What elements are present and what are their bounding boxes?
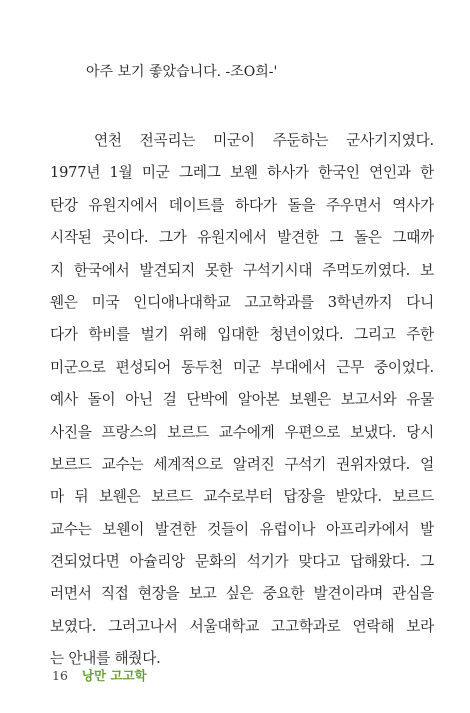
paragraph-line: 사진을 프랑스의 보르드 교수에게 우편으로 보냈다. 당시 (50, 423, 434, 441)
paragraph-line: 보르드 교수는 세계적으로 알려진 구석기 권위자였다. 얼 (50, 455, 434, 473)
paragraph-line: 연천 전곡리는 미군이 주둔하는 군사기지였다. (94, 132, 434, 149)
paragraph-line: 1977년 1월 미군 그레그 보웬 하사가 한국인 연인과 한 (50, 164, 434, 182)
page-number: 16 (52, 668, 68, 683)
paragraph-line: 교수는 보웬이 발견한 것들이 유럽이나 아프리카에서 발 (50, 520, 434, 538)
paragraph-line: 지 한국에서 발견되지 못한 구석기시대 주먹도끼였다. 보 (50, 261, 434, 279)
paragraph-line: 탄강 유원지에서 데이트를 하다가 돌을 주우면서 역사가 (50, 196, 434, 214)
paragraph-line: 러면서 직접 현장을 보고 싶은 중요한 발견이라며 관심을 (50, 585, 434, 603)
paragraph-line: 보였다. 그러고나서 서울대학교 고고학과로 연락해 보라 (50, 617, 434, 635)
paragraph-line: 다가 학비를 벌기 위해 입대한 청년이었다. 그리고 주한 (50, 326, 434, 344)
page-footer (52, 667, 147, 685)
closing-quote: 아주 보기 좋았습니다. -조O희-' (86, 64, 278, 80)
paragraph-line: 미군으로 편성되어 동두천 미군 부대에서 근무 중이었다. (50, 358, 434, 376)
book-title: 낭만 고고학 (81, 668, 147, 683)
paragraph-line: 시작된 곳이다. 그가 유원지에서 발견한 그 돌은 그때까 (50, 229, 434, 247)
paragraph-line: 예사 돌이 아닌 걸 단박에 알아본 보웬은 보고서와 유물 (50, 391, 434, 409)
paragraph-line: 마 뒤 보웬은 보르드 교수로부터 답장을 받았다. 보르드 (50, 488, 434, 506)
paragraph-line: 는 안내를 해줬다. (50, 650, 161, 668)
paragraph-line: 견되었다면 아슐리앙 문화의 석기가 맞다고 답해왔다. 그 (50, 553, 434, 571)
paragraph-line: 웬은 미국 인디애나대학교 고고학과를 3학년까지 다니 (50, 293, 434, 311)
body-paragraph (50, 129, 434, 680)
